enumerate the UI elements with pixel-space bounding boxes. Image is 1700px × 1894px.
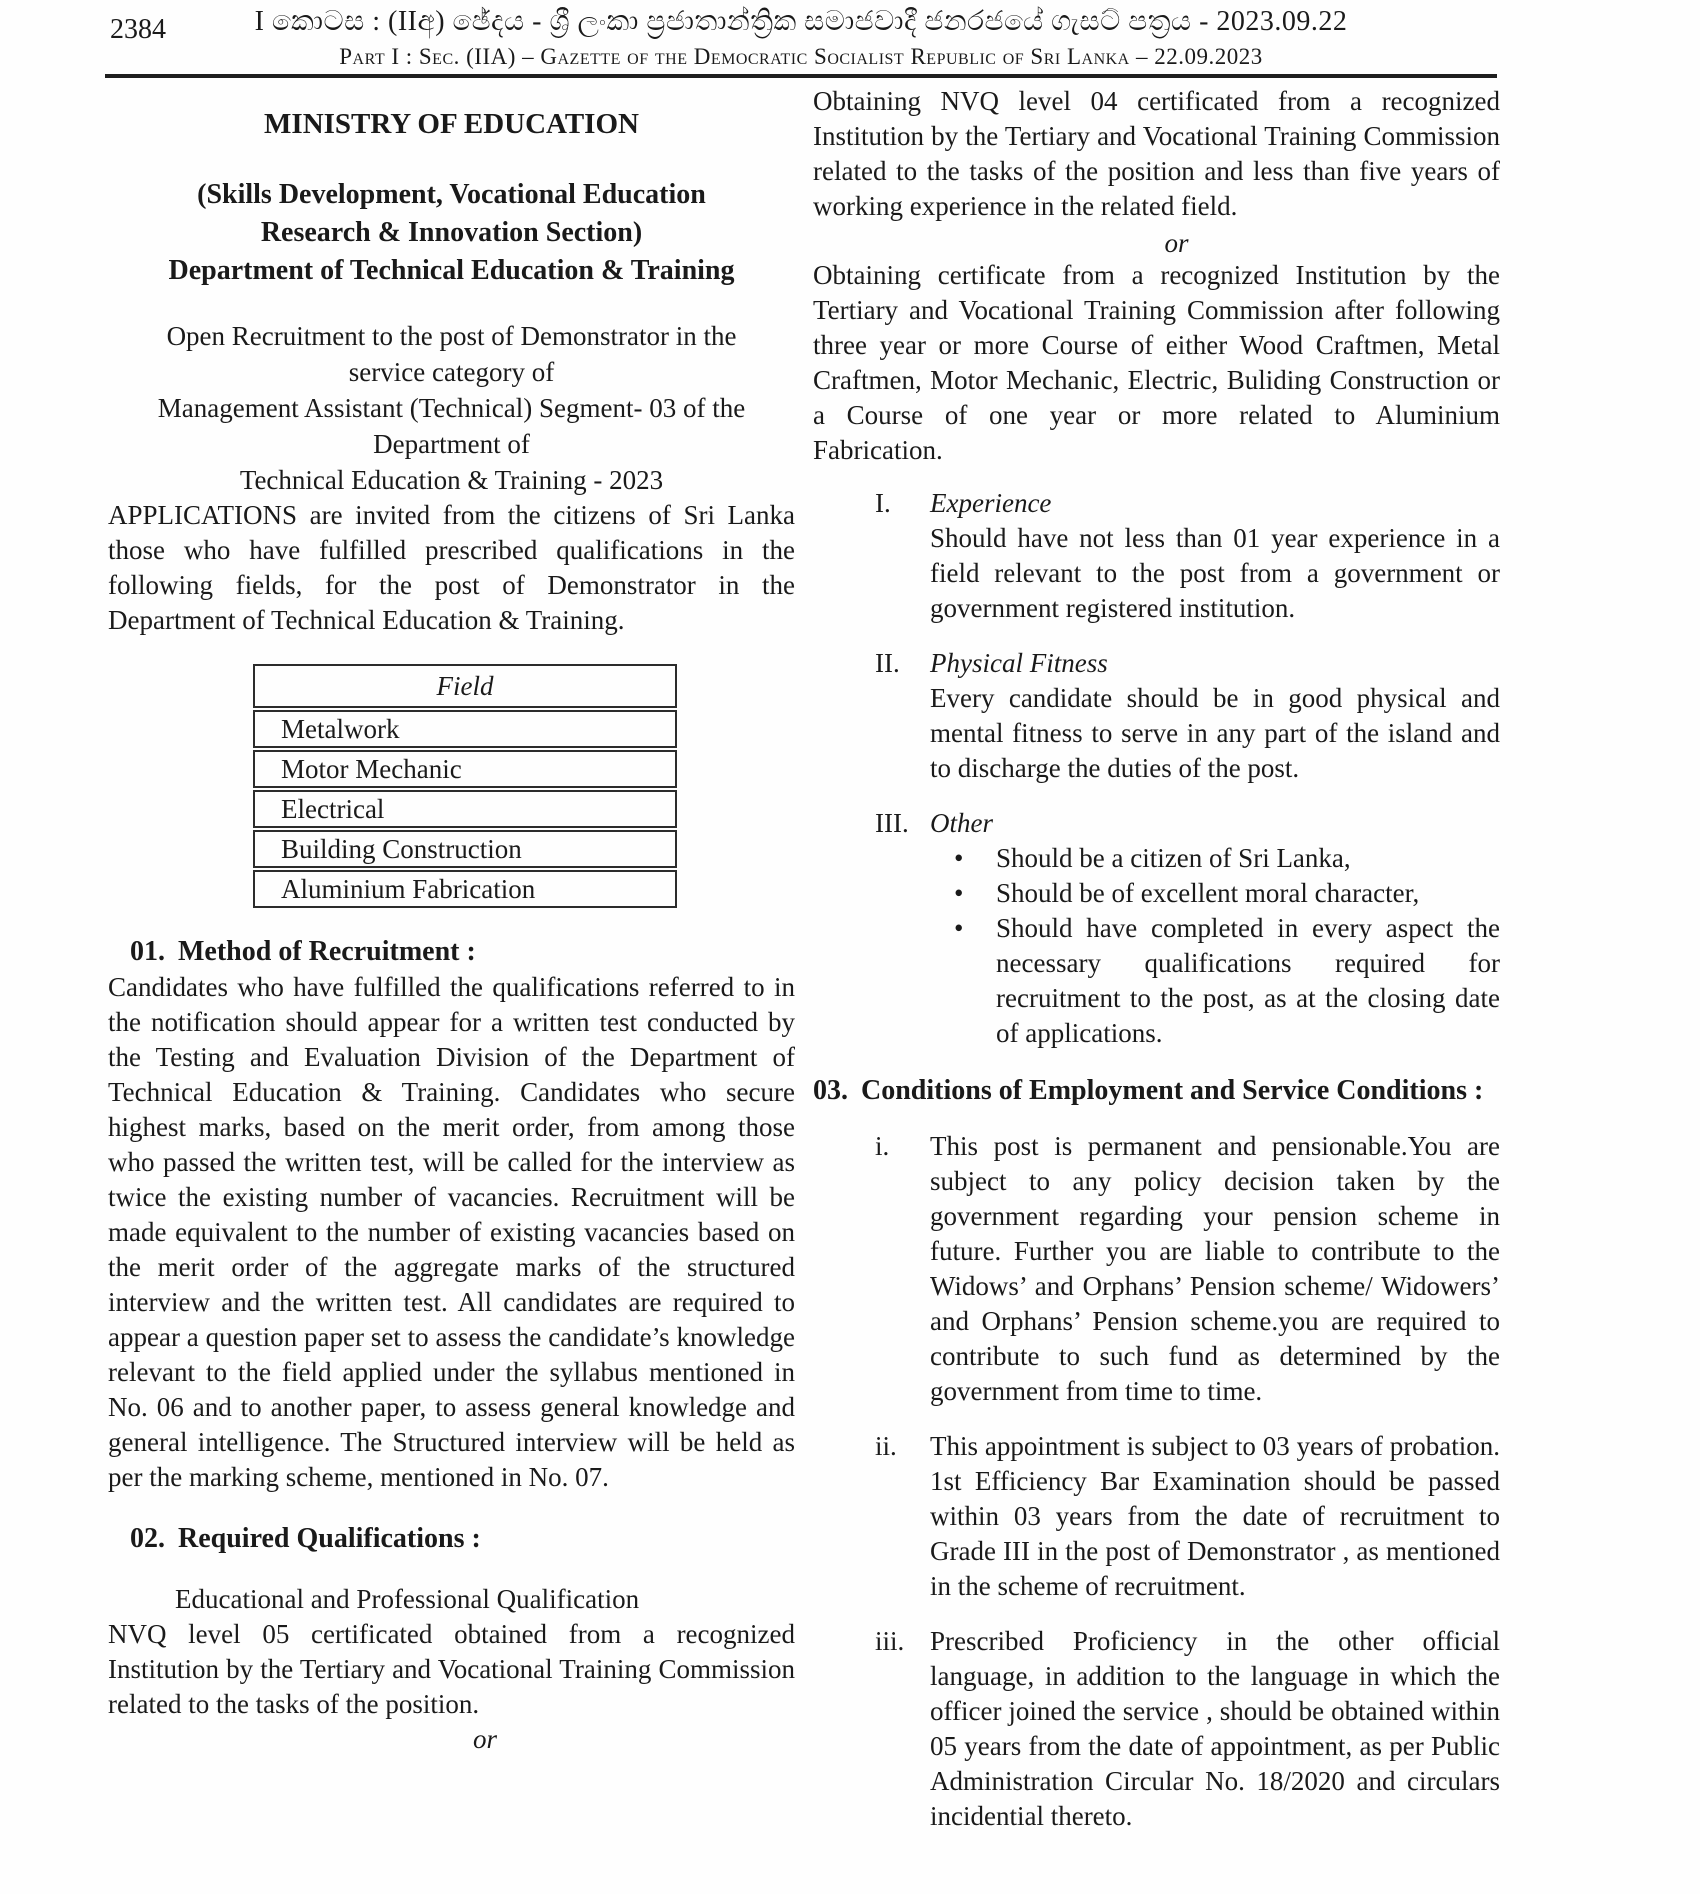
subtitle-line: (Skills Development, Vocational Education xyxy=(197,179,706,210)
table-row xyxy=(253,750,677,788)
table-row xyxy=(253,830,677,868)
notice-title-line: Open Recruitment to the post of Demonstrator in the xyxy=(166,321,737,351)
roman-item-experience xyxy=(875,486,1500,626)
recruitment-notice-title xyxy=(108,318,795,498)
roman-numeral: I. xyxy=(875,488,891,518)
section-02-heading xyxy=(130,1521,795,1557)
page-number: 2384 xyxy=(110,14,166,45)
bullet-text: Should be of excellent moral character, xyxy=(996,878,1420,908)
department-subtitle xyxy=(108,176,795,290)
section-number: 02. xyxy=(130,1523,165,1554)
roman-item-other xyxy=(875,806,1500,1051)
or-separator: or xyxy=(472,1724,497,1754)
notice-title-line: Technical Education & Training - 2023 xyxy=(239,465,664,495)
bullet-text: Should have completed in every aspect the necessary qualifications required for recruitment to the post, as at the closing date of applications. xyxy=(996,913,1500,1048)
list-item xyxy=(930,841,1500,876)
roman-item-body: Every candidate should be in good physical and mental fitness to serve in any part of the island and to discharge the duties of the post. xyxy=(930,683,1500,783)
header-title-sinhala: I කොටස : (IIඅ) ඡේදය - ශ්‍රී ලංකා ප්‍රජාතාන්ත්‍රික සමාජවාදී ජනරජයේ ගැසට් පත්‍රය - 2023.09.22 xyxy=(254,6,1348,37)
roman-item-body: Should have not less than 01 year experience in a field relevant to the post from a government or government registered institution. xyxy=(930,523,1500,623)
section-number: 01. xyxy=(130,936,165,967)
condition-item-body: This post is permanent and pensionable.You are subject to any policy decision taken by the government regarding your pension scheme in future. Further you are liable to contribute to the Widows’ and Orphans’ Pension scheme/ Widowers’ and Orphans’ Pension scheme.you are required to contribute to such fund as determined by the government from time to time. xyxy=(930,1131,1500,1406)
roman-numeral: ii. xyxy=(875,1431,897,1461)
field-cell: Building Construction xyxy=(281,833,522,864)
notice-title-line: Management Assistant (Technical) Segment- 03 of the xyxy=(157,393,746,423)
nvq04-paragraph: Obtaining NVQ level 04 certificated from a recognized Institution by the Tertiary and Vocational Training Commission related to the tasks of the position and less than five years of working experience in the related field. xyxy=(813,86,1500,221)
or-separator: or xyxy=(1164,228,1189,258)
section-title: Conditions of Employment and Service Conditions : xyxy=(861,1075,1484,1106)
notice-title-line: Department of xyxy=(373,429,530,459)
roman-numeral: III. xyxy=(875,808,909,838)
bullet-icon: • xyxy=(954,913,964,943)
table-row xyxy=(253,870,677,908)
bullet-text: Should be a citizen of Sri Lanka, xyxy=(996,843,1351,873)
field-table-header xyxy=(253,664,677,708)
field-cell: Metalwork xyxy=(281,713,400,744)
section-01-body: Candidates who have fulfilled the qualifications referred to in the notification should appear for a written test conducted by the Testing and Evaluation Division of the Department of Technical Education & Training. Candidates who secure highest marks, based on the merit order, from among those who passed the written test, will be called for the interview as twice the existing number of vacancies. Recruitment will be made equivalent to the number of existing vacancies based on the merit order of the aggregate marks of the structured interview and the written test. All candidates are required to appear a question paper set to assess the candidate’s knowledge relevant to the field applied under the syllabus mentioned in No. 06 and to another paper, to assess general knowledge and general intelligence. The Structured interview will be held as per the marking scheme, mentioned in No. 07. xyxy=(108,972,795,1492)
table-row xyxy=(253,710,677,748)
condition-item-i xyxy=(875,1129,1500,1409)
roman-numeral: iii. xyxy=(875,1626,905,1656)
field-cell: Electrical xyxy=(281,793,385,824)
header-divider xyxy=(105,74,1497,78)
condition-item-body: This appointment is subject to 03 years of probation. 1st Efficiency Bar Examination should be passed within 03 years from the date of recruitment to Grade III in the post of Demonstrator , as mentioned in the scheme of recruitment. xyxy=(930,1431,1500,1601)
right-column xyxy=(813,84,1500,1834)
applications-paragraph: APPLICATIONS are invited from the citizens of Sri Lanka those who have fulfilled prescribed qualifications in the following fields, for the post of Demonstrator in the Department of Technical Education & Training. xyxy=(108,500,795,635)
section-title: Method of Recruitment : xyxy=(178,936,476,967)
table-row xyxy=(253,790,677,828)
roman-numeral: II. xyxy=(875,648,900,678)
field-cell: Motor Mechanic xyxy=(281,753,462,784)
condition-item-ii xyxy=(875,1429,1500,1604)
roman-item-title: Other xyxy=(930,808,993,838)
qualification-subheading: Educational and Professional Qualification xyxy=(175,1584,640,1614)
section-number: 03. xyxy=(813,1075,848,1106)
field-cell: Aluminium Fabrication xyxy=(281,873,536,904)
subtitle-line: Department of Technical Education & Training xyxy=(168,255,735,286)
roman-item-title: Physical Fitness xyxy=(930,648,1108,678)
section-02-body: NVQ level 05 certificated obtained from a recognized Institution by the Tertiary and Vocational Training Commission related to the tasks of the position. xyxy=(108,1619,795,1719)
bullet-icon: • xyxy=(954,878,964,908)
condition-item-iii xyxy=(875,1624,1500,1834)
bullet-icon: • xyxy=(954,843,964,873)
notice-title-line: service category of xyxy=(348,357,555,387)
roman-item-physical-fitness xyxy=(875,646,1500,786)
subtitle-line: Research & Innovation Section) xyxy=(260,217,643,248)
section-title: Required Qualifications : xyxy=(178,1523,481,1554)
condition-item-body: Prescribed Proficiency in the other official language, in addition to the language in which the officer joined the service , should be obtained within 05 years from the date of appointment, as per Public Administration Circular No. 18/2020 and circulars incidential thereto. xyxy=(930,1626,1500,1831)
ministry-title: MINISTRY OF EDUCATION xyxy=(264,108,639,140)
roman-item-title: Experience xyxy=(930,488,1052,518)
section-01-heading xyxy=(130,934,795,970)
header-title-english: Part I : Sec. (IIA) – Gazette of the Democratic Socialist Republic of Sri Lanka – 22.09.2023 xyxy=(339,44,1263,69)
certificate-paragraph: Obtaining certificate from a recognized Institution by the Tertiary and Vocational Training Commission after following three year or more Course of either Wood Craftmen, Metal Craftmen, Motor Mechanic, Electric, Buliding Construction or a Course of one year or more related to Aluminium Fabrication. xyxy=(813,260,1500,465)
field-table-header-label: Field xyxy=(436,670,494,701)
list-item xyxy=(930,876,1500,911)
roman-numeral: i. xyxy=(875,1131,890,1161)
field-table xyxy=(253,664,677,908)
section-03-heading xyxy=(813,1073,1500,1109)
list-item xyxy=(930,911,1500,1051)
left-column xyxy=(108,84,795,1754)
